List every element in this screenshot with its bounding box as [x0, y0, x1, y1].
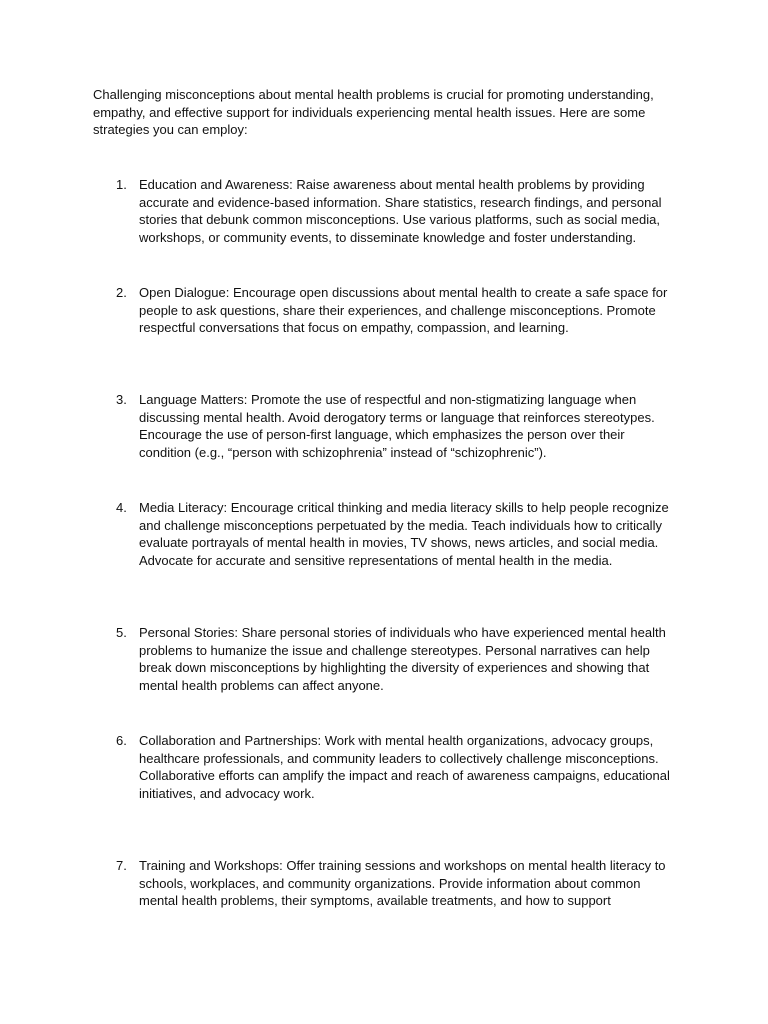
list-item-number: 6. — [116, 733, 127, 748]
list-item-number: 1. — [116, 177, 127, 192]
list-item-number: 4. — [116, 500, 127, 515]
list-item-number: 3. — [116, 392, 127, 407]
list-item-text: Training and Workshops: Offer training sessions and workshops on mental health literacy to schools, workplaces, and community organizations. Provide information about common mental health problems, their symptoms, available treatments, and how to support — [139, 858, 666, 909]
list-item-text: Education and Awareness: Raise awareness about mental health problems by providing accurate and evidence-based information. Share statistics, research findings, and personal stories that debunk common misconceptions. Use various platforms, such as social media, workshops, or community events, to disseminate knowledge and foster understanding. — [139, 177, 662, 245]
list-item-text: Personal Stories: Share personal stories of individuals who have experienced mental health problems to humanize the issue and challenge stereotypes. Personal narratives can help break down misconceptions by highlighting the diversity of experiences and showing that mental health problems can affect anyone. — [139, 625, 666, 693]
list-item-number: 7. — [116, 858, 127, 873]
list-item-number: 5. — [116, 625, 127, 640]
list-item-text: Media Literacy: Encourage critical thinking and media literacy skills to help people recognize and challenge misconceptions perpetuated by the media. Teach individuals how to critically evaluate portrayals of mental health in movies, TV shows, news articles, and social media. Advocate for accurate and sensitive representations of mental health in the media. — [139, 500, 669, 568]
list-item-text: Collaboration and Partnerships: Work with mental health organizations, advocacy groups, healthcare professionals, and community leaders to collectively challenge misconceptions. Collaborative efforts can amplify the impact and reach of awareness campaigns, educational initiatives, and advocacy work. — [139, 733, 670, 801]
list-item-number: 2. — [116, 285, 127, 300]
list-item-text: Language Matters: Promote the use of respectful and non-stigmatizing language when discussing mental health. Avoid derogatory terms or language that reinforces stereotypes. Encourage the use of person-first language, which emphasizes the person over their condition (e.g., “person with schizophrenia” instead of “schizophrenic”). — [139, 392, 655, 460]
list-item-text: Open Dialogue: Encourage open discussions about mental health to create a safe space for people to ask questions, share their experiences, and challenge misconceptions. Promote respectful conversations that focus on empathy, compassion, and learning. — [139, 285, 668, 336]
intro-paragraph: Challenging misconceptions about mental health problems is crucial for promoting understanding, empathy, and effective support for individuals experiencing mental health issues. Here are some strategies you can employ: — [93, 87, 654, 138]
